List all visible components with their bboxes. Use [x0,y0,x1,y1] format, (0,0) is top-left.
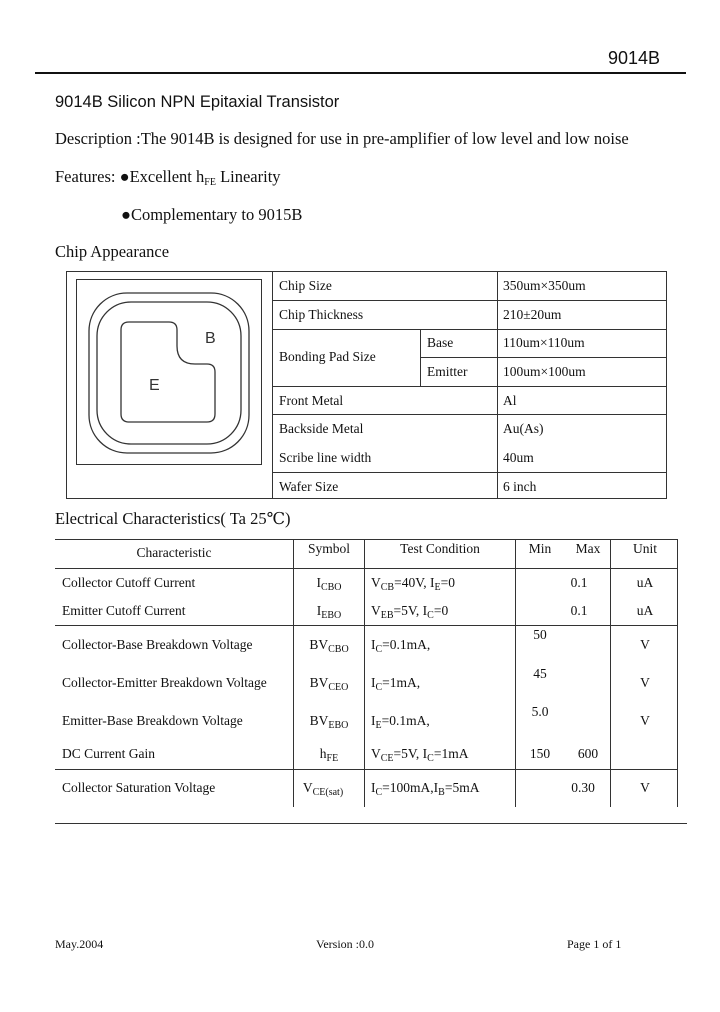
electrical-rule [55,568,677,569]
cond-b: C [375,644,383,655]
col-max: Max [575,541,601,556]
row-condition [371,780,479,798]
row-unit: uA [636,603,654,618]
wafer-size-value: 6 inch [503,479,537,494]
cond-a: I [371,780,376,795]
chip-layout-icon [77,280,261,464]
row-min: 45 [533,666,547,681]
footer-page: Page 1 of 1 [567,937,622,951]
symbol-sub: CEO [328,682,349,693]
chip-table-rule [272,329,667,330]
row-min: 150 [529,746,551,761]
header-rule [35,72,686,74]
row-unit: V [640,780,650,795]
chip-size-label: Chip Size [279,278,332,293]
row-max: 600 [577,746,599,761]
cond-b: EB [380,610,394,621]
symbol-sub: CE(sat) [312,787,344,798]
wafer-size-label: Wafer Size [279,479,339,494]
col-test-condition: Test Condition [400,541,480,556]
chip-table-divider [497,271,498,499]
bonding-pad-emitter-label: Emitter [427,364,468,379]
row-condition [371,637,430,655]
symbol-text: I [316,575,321,590]
cond-d: C [427,610,434,621]
row-condition [371,713,430,731]
col-min: Min [528,541,552,556]
bonding-pad-emitter-value: 100um×100um [503,364,586,379]
row-characteristic: Collector Saturation Voltage [62,780,216,795]
bullet-icon: ● [119,167,130,186]
chip-appearance-heading: Chip Appearance [55,242,170,261]
chip-table-divider [272,271,273,499]
symbol-text: BV [309,675,329,690]
row-min: 5.0 [531,704,549,719]
symbol-sub: CBO [320,582,342,593]
front-metal-value: Al [503,393,517,408]
electrical-rule [55,625,677,626]
bonding-pad-label: Bonding Pad Size [279,349,376,364]
bonding-pad-base-label: Base [427,335,454,350]
row-condition [371,575,455,593]
bonding-pad-base-value: 110um×110um [503,335,585,350]
electrical-divider [677,539,678,807]
col-characteristic: Characteristic [136,545,212,560]
cond-a: I [371,675,376,690]
cond-c: =5V, I [393,603,428,618]
chip-table-rule [272,414,667,415]
feature-1-sub: FE [204,177,216,188]
row-characteristic: Emitter Cutoff Current [62,603,186,618]
row-symbol [317,603,342,621]
row-condition [371,746,468,764]
cond-d: B [438,787,445,798]
row-condition [371,603,448,621]
electrical-rule [55,769,677,770]
row-max: 0.30 [571,780,595,795]
col-unit: Unit [632,541,658,556]
electrical-divider [515,539,516,807]
electrical-divider [364,539,365,807]
features-line-1 [55,167,281,188]
row-symbol [316,575,341,593]
backside-metal-value: Au(As) [503,421,544,436]
symbol-sub: FE [326,753,339,764]
row-characteristic: Collector-Emitter Breakdown Voltage [62,675,267,690]
chip-table-rule [272,386,667,387]
symbol-text: V [302,780,313,795]
cond-b: C [375,787,383,798]
chip-table-rule [272,472,667,473]
col-symbol: Symbol [307,541,351,556]
cond-e: =0 [433,603,449,618]
cond-c: =0.1mA, [381,713,430,728]
base-pad-label: B [205,330,216,347]
row-unit: uA [636,575,654,590]
front-metal-label: Front Metal [279,393,344,408]
cond-d: E [434,582,441,593]
features-line-2 [121,205,302,225]
row-symbol [320,746,338,764]
row-max: 0.1 [570,575,588,590]
cond-b: E [375,720,382,731]
scribe-line-label: Scribe line width [279,450,372,465]
cond-a: V [371,746,381,761]
cond-c: =5V, I [393,746,428,761]
cond-a: I [371,637,376,652]
cond-e: =5mA [444,780,480,795]
backside-metal-label: Backside Metal [279,421,364,436]
chip-diagram [76,279,262,465]
row-characteristic: Collector Cutoff Current [62,575,196,590]
cond-e: =1mA [433,746,469,761]
cond-a: V [371,575,381,590]
cond-a: V [371,603,381,618]
footer-version: Version :0.0 [316,937,374,951]
chip-size-value: 350um×350um [503,278,586,293]
row-characteristic: DC Current Gain [62,746,155,761]
row-min: 50 [533,627,547,642]
row-unit: V [640,675,650,690]
electrical-rule [55,539,677,540]
feature-1-text-end: Linearity [215,167,281,186]
row-unit: V [640,637,650,652]
scribe-line-value: 40um [503,450,534,465]
cond-b: CB [380,582,395,593]
cond-b: C [375,682,383,693]
footer-date: May.2004 [55,937,104,951]
row-condition [371,675,420,693]
chip-thickness-value: 210±20um [503,307,562,322]
symbol-text: BV [309,637,329,652]
row-symbol [309,637,348,655]
symbol-text: I [316,603,322,618]
symbol-sub: CBO [328,644,349,655]
document-title: 9014B Silicon NPN Epitaxial Transistor [55,93,340,111]
bottom-rule [55,823,687,824]
emitter-pad-label: E [149,377,160,394]
chip-table-rule [420,357,667,358]
row-symbol [310,675,349,693]
feature-1-text: Excellent h [129,167,205,186]
electrical-divider [610,539,611,807]
symbol-sub: EBO [321,610,342,621]
document-part-number: 9014B [607,48,660,68]
chip-thickness-label: Chip Thickness [279,307,364,322]
symbol-sub: EBO [328,720,349,731]
electrical-heading: Electrical Characteristics( Ta 25℃) [55,509,291,528]
row-max: 0.1 [570,603,588,618]
electrical-divider [293,539,294,807]
row-characteristic: Collector-Base Breakdown Voltage [62,637,253,652]
cond-a: I [371,713,376,728]
symbol-text: BV [309,713,329,728]
row-unit: V [640,713,650,728]
cond-c: =40V, I [394,575,435,590]
symbol-text: h [319,746,327,761]
chip-table-rule [272,300,667,301]
cond-d: C [427,753,434,764]
row-symbol [303,780,343,798]
row-symbol [310,713,349,731]
features-label: Features: [55,167,116,186]
row-characteristic: Emitter-Base Breakdown Voltage [62,713,243,728]
bullet-icon: ● [121,205,131,224]
cond-c: =100mA,I [382,780,439,795]
cond-b: CE [380,753,394,764]
cond-e: =0 [440,575,455,590]
feature-2-text: Complementary to 9015B [130,205,303,224]
cond-c: =0.1mA, [382,637,431,652]
description: Description :The 9014B is designed for use in pre-amplifier of low level and low noise [55,129,629,148]
cond-c: =1mA, [382,675,421,690]
